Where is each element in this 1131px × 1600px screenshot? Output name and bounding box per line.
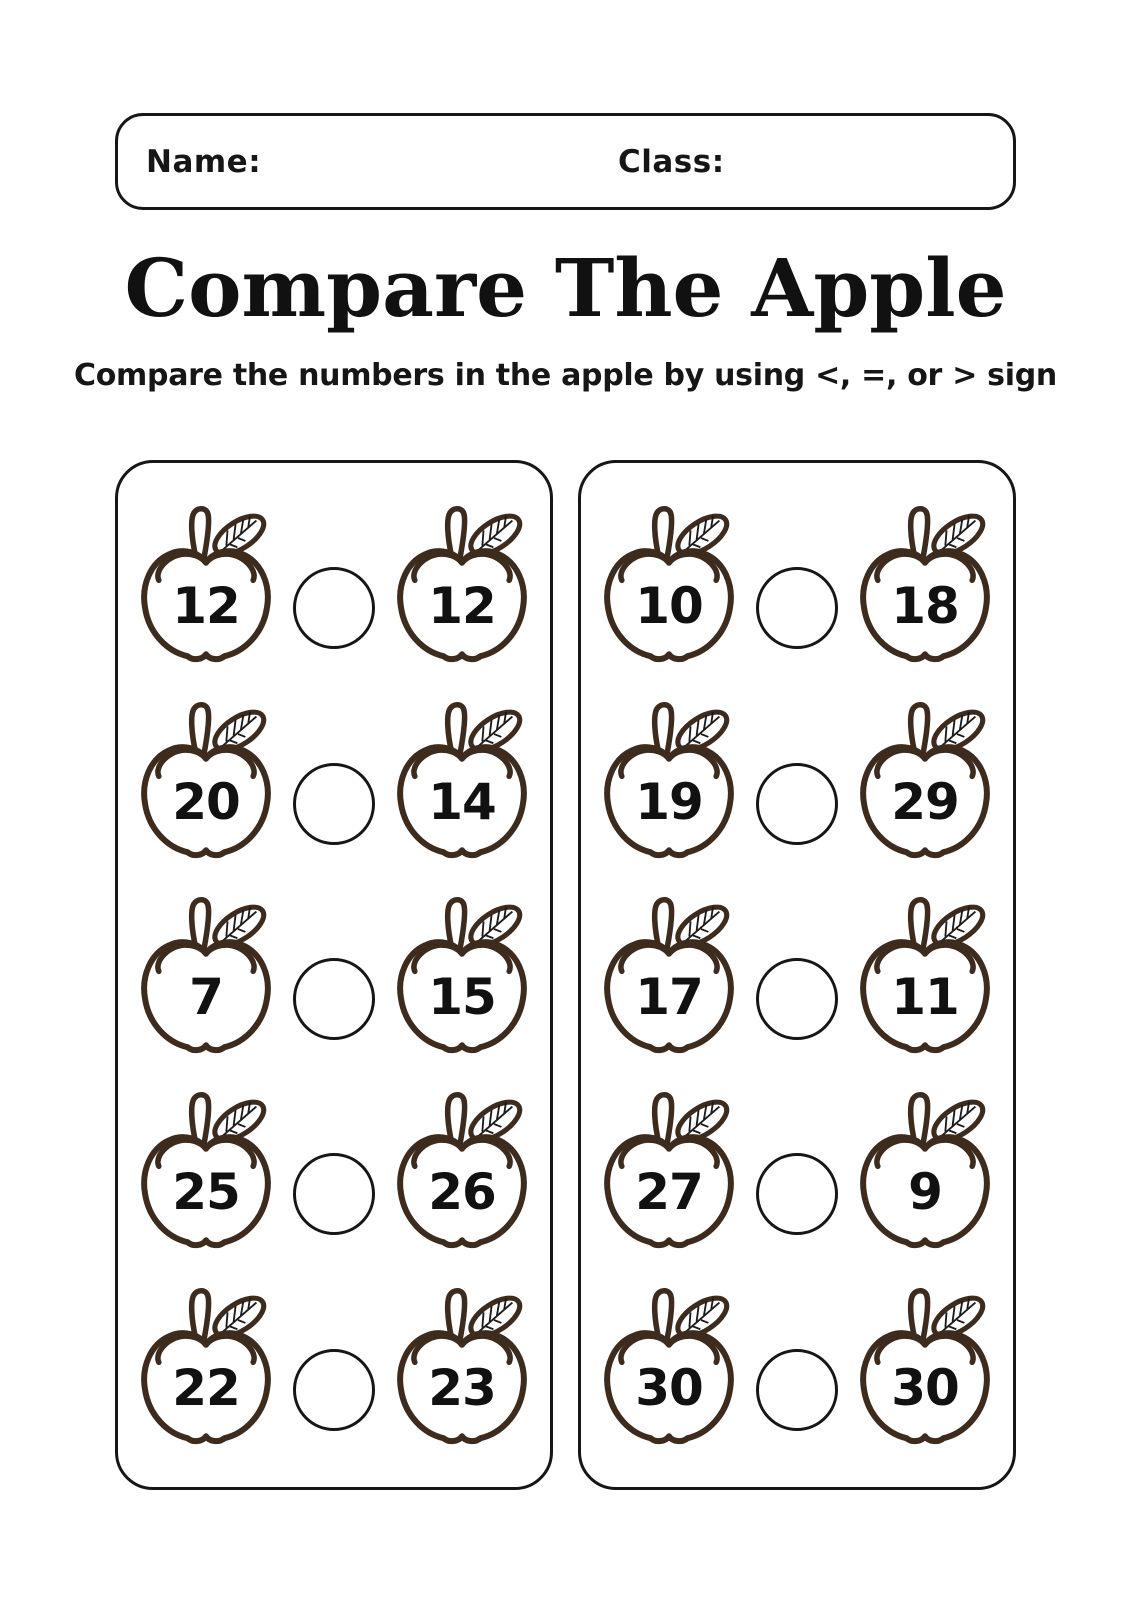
apple-number: 25 [172, 1163, 240, 1222]
instructions-text: Compare the numbers in the apple by using <, =, or > sign [74, 358, 1057, 393]
name-input-area[interactable] [261, 134, 561, 189]
apple-right [851, 895, 999, 1055]
apple-number: 11 [891, 967, 959, 1026]
answer-circle[interactable] [293, 763, 375, 845]
answer-circle[interactable] [756, 958, 838, 1040]
answer-circle[interactable] [293, 1349, 375, 1431]
apple-number: 22 [172, 1358, 240, 1417]
apple-right [851, 1090, 999, 1250]
apple-number: 26 [428, 1163, 496, 1222]
comparison-row [595, 895, 999, 1055]
apple-number: 10 [635, 577, 703, 636]
apple-number: 20 [172, 772, 240, 831]
apple-left [595, 700, 743, 860]
apple-number: 19 [635, 772, 703, 831]
apple-number: 23 [428, 1358, 496, 1417]
apple-number: 12 [428, 577, 496, 636]
apple-number: 7 [189, 967, 223, 1026]
apple-left [132, 700, 280, 860]
exercise-panel-left [115, 460, 553, 1490]
apple-left [132, 504, 280, 664]
apple-left [132, 1286, 280, 1446]
comparison-row [595, 504, 999, 664]
name-class-box [115, 113, 1016, 210]
apple-right [388, 895, 536, 1055]
apple-right [851, 1286, 999, 1446]
apple-number: 27 [635, 1163, 703, 1222]
apple-right [851, 504, 999, 664]
name-label: Name: [146, 143, 262, 180]
comparison-row [595, 1286, 999, 1446]
comparison-row [132, 504, 536, 664]
apple-right [388, 504, 536, 664]
apple-left [132, 895, 280, 1055]
comparison-row [595, 700, 999, 860]
apple-left [595, 504, 743, 664]
answer-circle[interactable] [293, 1153, 375, 1235]
apple-number: 9 [908, 1163, 942, 1222]
apple-right [388, 1090, 536, 1250]
apple-left [595, 1090, 743, 1250]
apple-left [595, 1286, 743, 1446]
apple-right [388, 1286, 536, 1446]
apple-number: 15 [428, 967, 496, 1026]
apple-number: 30 [891, 1358, 959, 1417]
comparison-row [132, 1286, 536, 1446]
class-label: Class: [618, 143, 725, 180]
apple-number: 30 [635, 1358, 703, 1417]
apple-number: 17 [635, 967, 703, 1026]
panels-container [115, 460, 1016, 1490]
apple-number: 12 [172, 577, 240, 636]
comparison-row [595, 1090, 999, 1250]
page-title: Compare The Apple [124, 241, 1007, 335]
apple-left [132, 1090, 280, 1250]
comparison-row [132, 700, 536, 860]
answer-circle[interactable] [293, 567, 375, 649]
answer-circle[interactable] [293, 958, 375, 1040]
exercise-panel-right [578, 460, 1016, 1490]
apple-right [851, 700, 999, 860]
apple-right [388, 700, 536, 860]
apple-left [595, 895, 743, 1055]
comparison-row [132, 1090, 536, 1250]
apple-number: 29 [891, 772, 959, 831]
apple-number: 14 [428, 772, 496, 831]
answer-circle[interactable] [756, 567, 838, 649]
apple-number: 18 [891, 577, 959, 636]
answer-circle[interactable] [756, 1349, 838, 1431]
answer-circle[interactable] [756, 763, 838, 845]
answer-circle[interactable] [756, 1153, 838, 1235]
comparison-row [132, 895, 536, 1055]
